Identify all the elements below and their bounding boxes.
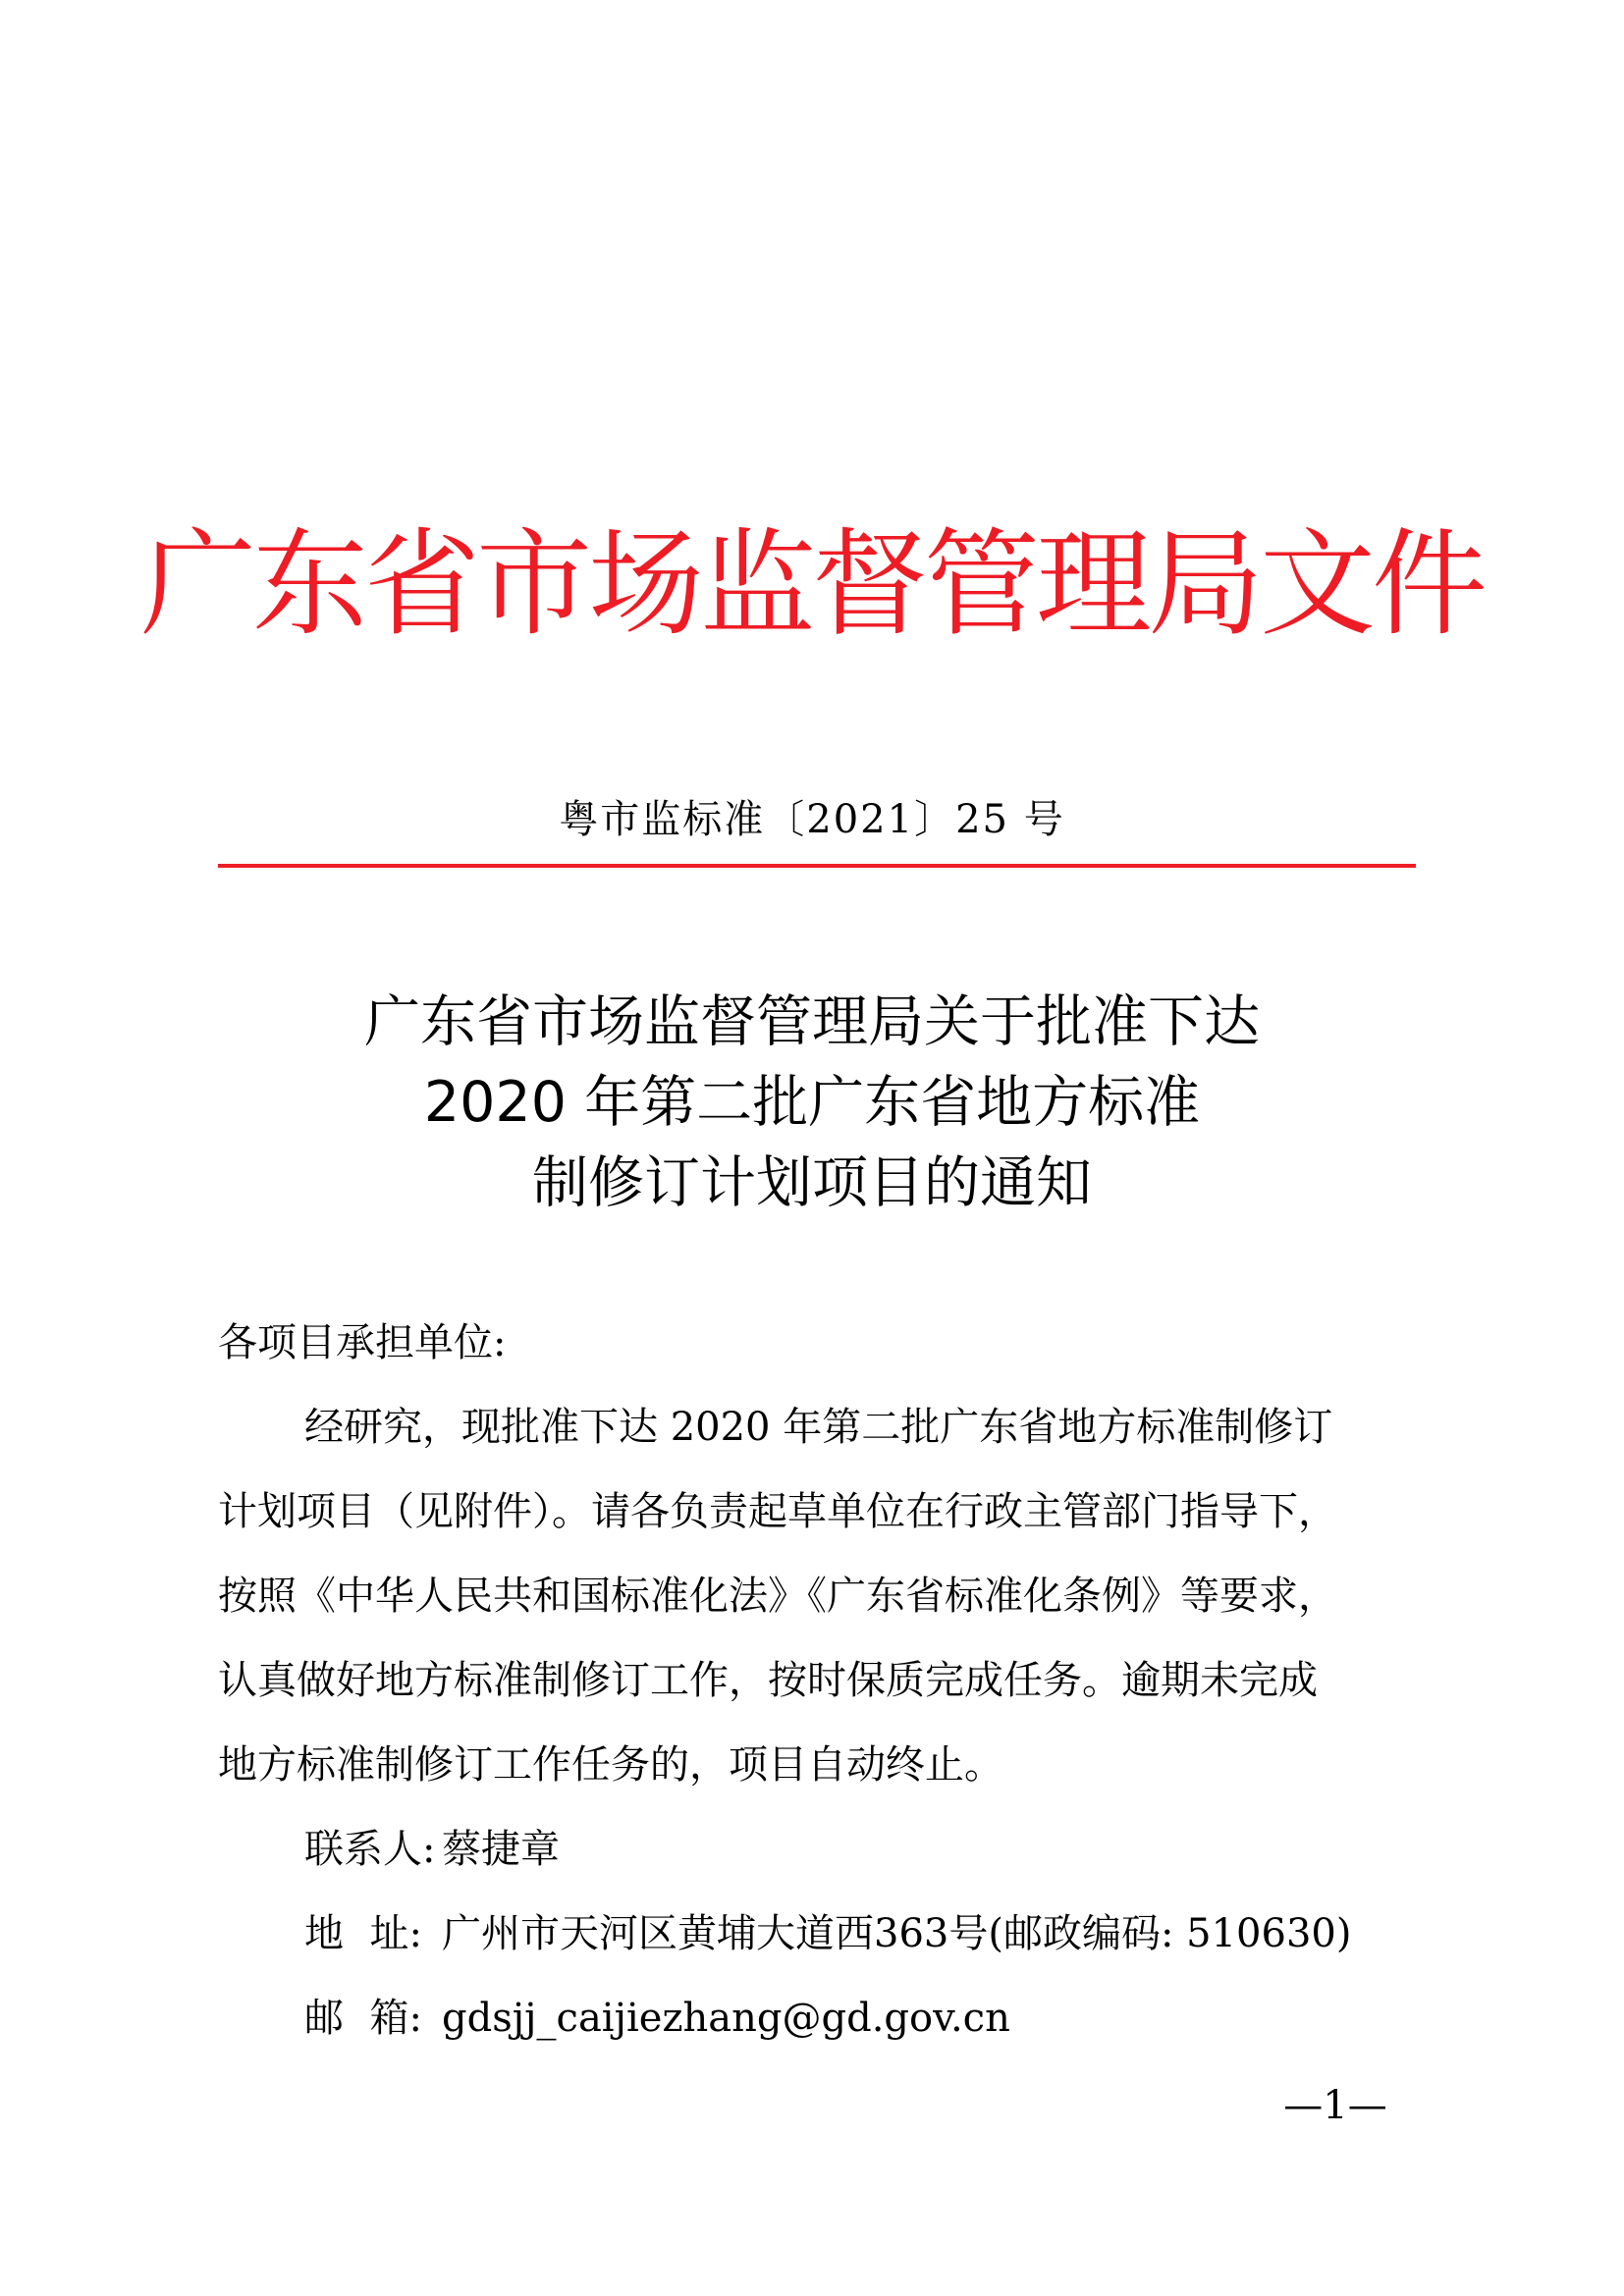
address-label-part-1: 地 bbox=[304, 1911, 344, 1956]
email-label-part-2: 箱: bbox=[369, 1996, 422, 2041]
email-row bbox=[218, 1976, 1435, 2060]
header-divider bbox=[218, 864, 1416, 868]
paragraph-line-2: 计划项目（见附件）。请各负责起草单位在行政主管部门指导下， bbox=[218, 1489, 1337, 1534]
notice-title-line-3: 制修订计划项目的通知 bbox=[532, 1150, 1092, 1215]
contact-block bbox=[218, 1807, 1435, 2060]
paragraph-line-3: 按照《中华人民共和国标准化法》《广东省标准化条例》等要求， bbox=[218, 1574, 1337, 1619]
email-label bbox=[304, 1976, 422, 2060]
paragraph-line-5: 地方标准制修订工作任务的，项目自动终止。 bbox=[218, 1742, 1003, 1788]
addressee-line: 各项目承担单位: bbox=[218, 1320, 507, 1365]
paragraph-line-1: 经研究，现批准下达 2020 年第二批广东省地方标准制修订 bbox=[304, 1405, 1333, 1450]
email-label-part-1: 邮 bbox=[304, 1996, 344, 2041]
paragraph-line-4: 认真做好地方标准制修订工作，按时保质完成任务。逾期未完成 bbox=[218, 1658, 1318, 1703]
document-number: 粤市监标准〔2021〕25 号 bbox=[559, 797, 1065, 842]
body-paragraph bbox=[218, 1385, 1435, 1807]
notice-title-line-1: 广东省市场监督管理局关于批准下达 bbox=[364, 989, 1260, 1054]
addressee bbox=[218, 1301, 1435, 1385]
notice-title bbox=[0, 982, 1624, 1223]
notice-title-line-2: 2020 年第二批广东省地方标准 bbox=[423, 1070, 1201, 1135]
address-label-part-2: 址: bbox=[369, 1911, 422, 1956]
address-label bbox=[304, 1892, 422, 1976]
document-header-title: 广东省市场监督管理局文件 bbox=[139, 516, 1484, 652]
page-number: —1— bbox=[1283, 2083, 1387, 2128]
address-value: 广州市天河区黄埔大道西363号(邮政编码: 510630) bbox=[442, 1911, 1352, 1956]
email-value[interactable]: gdsjj_caijiezhang@gd.gov.cn bbox=[442, 1996, 1010, 2041]
contact-person-row bbox=[218, 1807, 1435, 1892]
address-row bbox=[218, 1892, 1435, 1976]
contact-person-value: 蔡捷章 bbox=[442, 1827, 560, 1872]
contact-person-label: 联系人: bbox=[304, 1827, 436, 1872]
